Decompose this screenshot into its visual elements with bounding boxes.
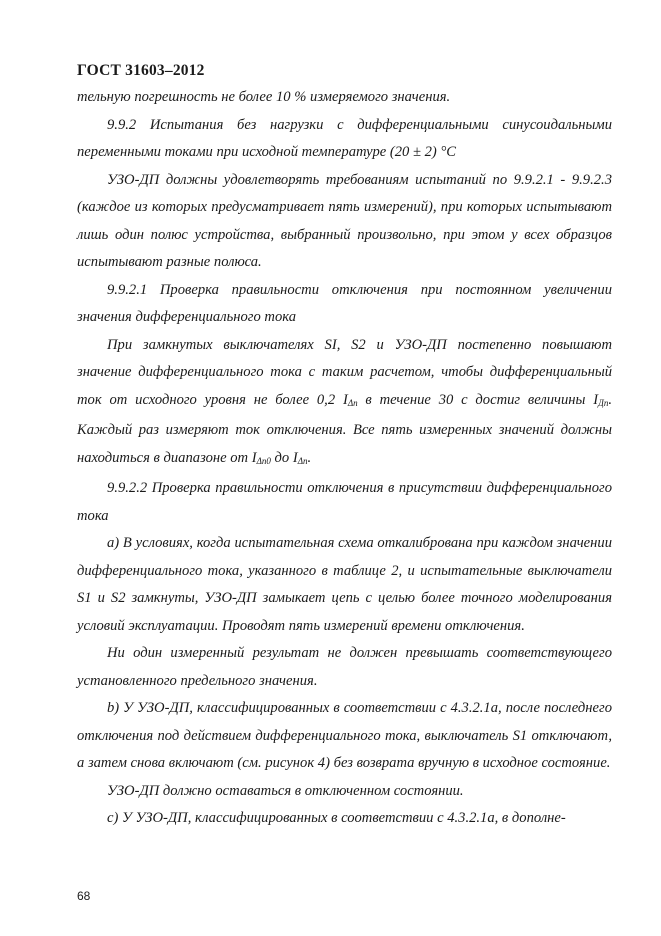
- page-number: 68: [77, 889, 91, 903]
- paragraph-limit-note: Ни один измеренный результат не должен превышать соответствующего установленного предельного значения.: [77, 645, 612, 689]
- document-header: ГОСТ 31603–2012: [77, 62, 205, 79]
- paragraph-item-b: b) У УЗО-ДП, классифицированных в соответствии с 4.3.2.1а, после последнего отключения под действием дифференциального тока, выключатель S1 отключают, а затем снова включают (см. рисунок 4) без возврата вручную в исходное состояние.: [77, 700, 612, 771]
- paragraph-stay-off: УЗО-ДП должно оставаться в отключенном состоянии.: [107, 782, 464, 799]
- paragraph-continuation: тельную погрешность не более 10 % измеряемого значения.: [77, 89, 451, 105]
- paragraph-current-increase: При замкнутых выключателях SI, S2 и УЗО-ДП постепенно повышают значение дифференциального тока с таким расчетом, чтобы дифференциальный ток от исходного уровня не более 0,2 $I_{\Delta n}$ в течение 30 с достиг величины $I_{Дn}$. Каждый раз измеряют ток отключения. Все пять измеренных значений должны находиться в диапазоне от $I_{\Delta n0}$ до $I_{\Delta n}$.: [77, 336, 612, 466]
- document-body: [77, 84, 612, 833]
- section-9-9-2-heading: 9.9.2 Испытания без нагрузки с дифференциальными синусоидальными переменными токами при исходной температуре (20 ± 2) °С: [77, 116, 612, 160]
- section-9-9-2-1-heading: 9.9.2.1 Проверка правильности отключения при постоянном увеличении значения дифференциального тока: [77, 281, 612, 325]
- section-9-9-2-2-heading: 9.9.2.2 Проверка правильности отключения в присутствии дифференциального тока: [77, 480, 612, 524]
- paragraph-requirements: УЗО-ДП должны удовлетворять требованиям испытаний по 9.9.2.1 - 9.9.2.3 (каждое из которых предусматривает пять измерений), при которых испытывают лишь один полюс устройства, выбранный произвольно, при этом у всех образцов испытывают разные полюса.: [77, 171, 612, 270]
- paragraph-item-c: с) У УЗО-ДП, классифицированных в соответствии с 4.3.2.1а, в дополне-: [107, 810, 566, 826]
- paragraph-item-a: а) В условиях, когда испытательная схема откалибрована при каждом значении дифференциального тока, указанного в таблице 2, и испытательные выключатели S1 и S2 замкнуты, УЗО-ДП замыкает цепь с целью более точного моделирования условий эксплуатации. Проводят пять измерений времени отключения.: [77, 535, 612, 634]
